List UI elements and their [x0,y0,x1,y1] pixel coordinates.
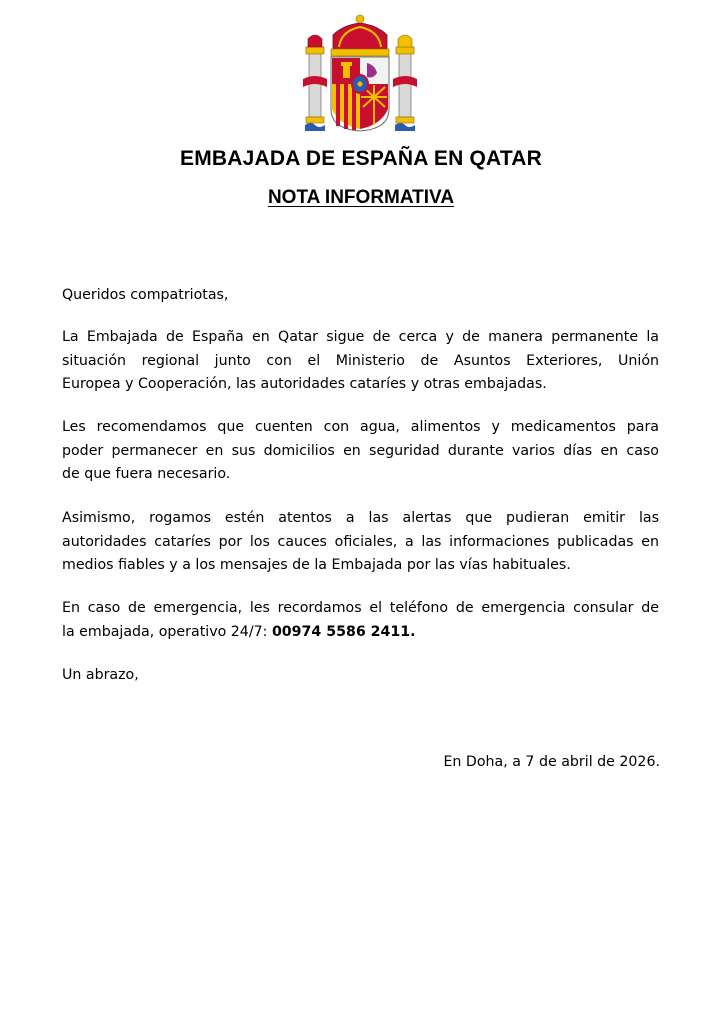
closing [62,664,659,688]
paragraph-line: Asimismo, rogamos estén atentos a las alertas que pudieran emitir las [62,510,659,526]
paragraph-line [62,621,659,645]
paragraph-line: En caso de emergencia, les recordamos el teléfono de emergencia consular de [62,600,659,616]
emergency-line-prefix: la embajada, operativo 24/7: [62,623,272,640]
paragraph-line: de que fuera necesario. [62,466,231,482]
paragraph-recommendation [62,416,659,487]
coat-of-arms-icon [303,13,417,135]
paragraph-line: medios fiables y a los mensajes de la Embajada por las vías habituales. [62,557,571,573]
paragraph-line: autoridades cataríes por los cauces oficiales, a las informaciones publicadas en [62,533,659,550]
greeting [62,284,659,308]
paragraph-line: poder permanecer en sus domicilios en seguridad durante varios días en caso [62,442,659,459]
paragraph-situation [62,326,659,397]
paragraph-line: La Embajada de España en Qatar sigue de cerca y de manera permanente la [62,329,659,345]
paragraph-line: situación regional junto con el Ministerio de Asuntos Exteriores, Unión [62,352,659,369]
paragraph-alerts [62,507,659,578]
closing-text: Un abrazo, [62,667,139,683]
embassy-name: EMBAJADA DE ESPAÑA EN QATAR [179,147,543,170]
place-and-date: En Doha, a 7 de abril de 2026. [443,754,660,770]
document-type-heading: NOTA INFORMATIVA [267,187,455,208]
greeting-text: Queridos compatriotas, [62,287,229,303]
paragraph-line: Europea y Cooperación, las autoridades cataríes y otras embajadas. [62,376,547,392]
paragraph-line: Les recomendamos que cuenten con agua, alimentos y medicamentos para [62,419,659,435]
paragraph-emergency [62,597,659,644]
emergency-phone: 00974 5586 2411. [271,623,416,640]
